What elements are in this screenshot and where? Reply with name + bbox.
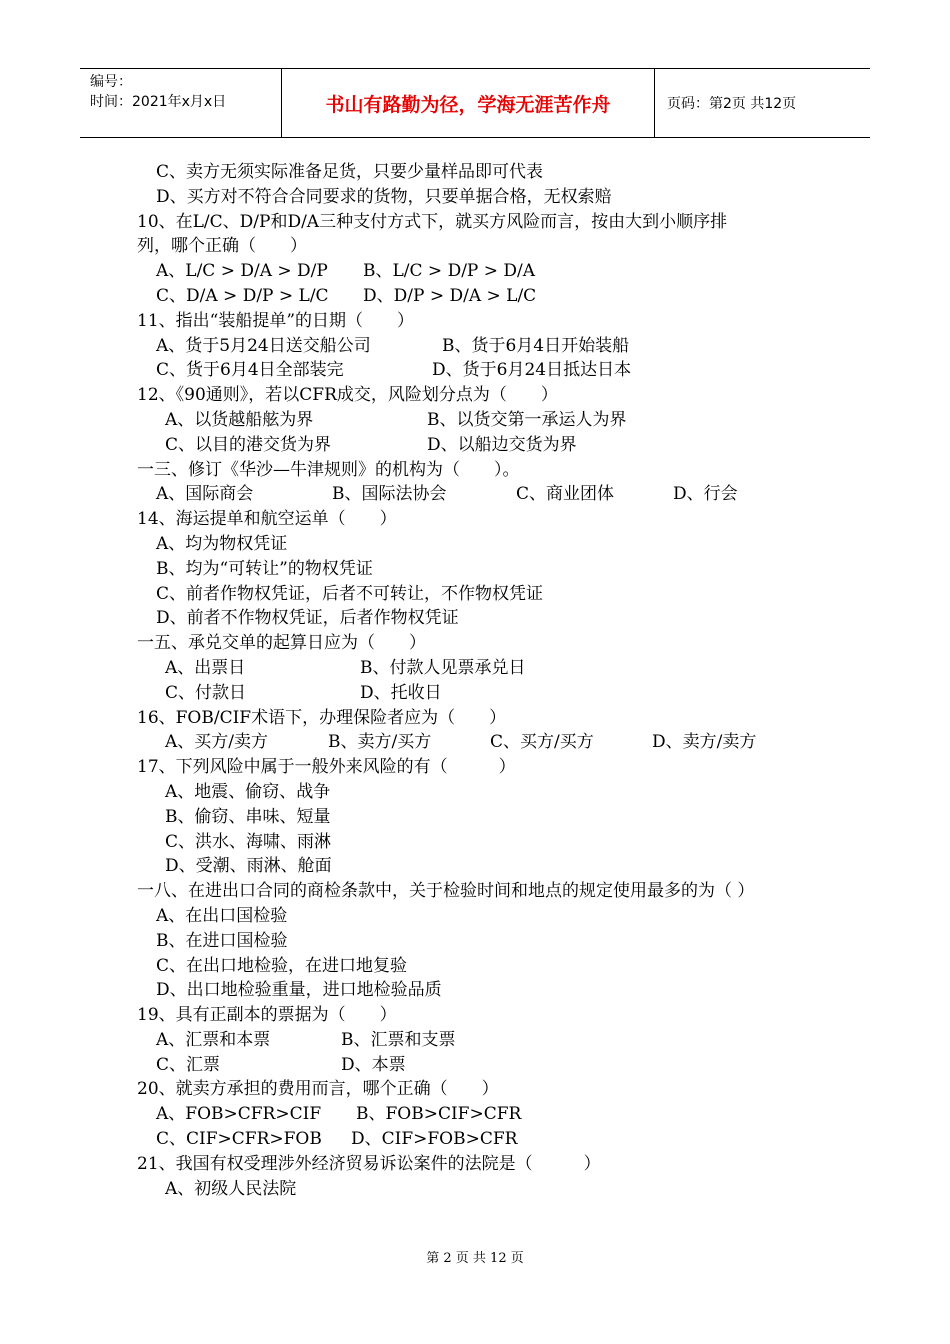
option-c: C、以目的港交货为界 [165,434,332,455]
option-a: A、在出口国检验 [156,905,288,926]
option-d: D、本票 [341,1054,406,1075]
option-row [137,730,827,755]
question-20: 20、就卖方承担的费用而言，哪个正确（ ） [137,1079,499,1100]
option-c: C、商业团体 [516,484,615,505]
question-13: 一三、修订《华沙—牛津规则》的机构为（ ）。 [137,459,520,480]
question-18: 一八、在进出口合同的商检条款中，关于检验时间和地点的规定使用最多的为（ ） [137,881,755,902]
question-17: 17、下列风险中属于一般外来风险的有（ ） [137,757,516,778]
question-11: 11、指出“装船提单”的日期（ ） [137,310,415,331]
option-row [137,681,827,706]
option-a: A、以货越船舷为界 [165,409,314,430]
option-row [137,482,827,507]
option-b: B、均为“可转让”的物权凭证 [156,558,373,579]
question-12: 12、《90通则》，若以CFR成交，风险划分点为（ ） [137,385,558,406]
option-a: A、L/C > D/A > D/P [156,261,328,282]
option-row [137,1053,827,1078]
option-b: B、卖方/买方 [328,732,432,753]
option-a: A、均为物权凭证 [156,533,288,554]
option-b: B、国际法协会 [332,484,447,505]
document-body [137,160,827,1201]
question-14: 14、海运提单和航空运单（ ） [137,509,397,530]
header-page-info: 页码：第2页 共12页 [667,96,797,112]
question-19: 19、具有正副本的票据为（ ） [137,1005,397,1026]
option-a: A、地震、偷窃、战争 [165,781,331,802]
time-label: 时间：2021年x月x日 [90,94,227,110]
option-row [137,284,827,309]
option-line: D、买方对不符合合同要求的货物，只要单据合格，无权索赔 [156,186,612,207]
option-d: D、货于6月24日抵达日本 [432,360,632,381]
option-b: B、偷窃、串味、短量 [165,806,331,827]
option-row [137,1127,827,1152]
question-16: 16、FOB/CIF术语下，办理保险者应为（ ） [137,707,507,728]
option-a: A、国际商会 [156,484,254,505]
question-10-cont: 列，哪个正确（ ） [137,236,307,257]
question-21: 21、我国有权受理涉外经济贸易诉讼案件的法院是（ ） [137,1153,601,1174]
header-meta [80,69,282,137]
option-row [137,433,827,458]
option-b: B、FOB>CIF>CFR [356,1104,522,1125]
option-c: C、汇票 [156,1054,221,1075]
page-header [80,68,870,138]
option-c: C、洪水、海啸、雨淋 [165,831,332,852]
option-c: C、D/A > D/P > L/C [156,285,329,306]
option-b: B、汇票和支票 [341,1029,456,1050]
header-motto: 书山有路勤为径，学海无涯苦作舟 [282,69,655,137]
option-c: C、在出口地检验，在进口地复验 [156,955,408,976]
option-d: D、托收日 [360,682,442,703]
option-b: B、以货交第一承运人为界 [427,409,627,430]
page-footer: 第 2 页 共 12 页 [426,1251,524,1266]
option-d: D、行会 [673,484,738,505]
option-c: C、买方/买方 [490,732,594,753]
option-c: C、CIF>CFR>FOB [156,1129,322,1150]
option-d: D、受潮、雨淋、舱面 [165,856,332,877]
option-d: D、以船边交货为界 [427,434,577,455]
option-row [137,334,827,359]
option-row [137,1102,827,1127]
option-d: D、出口地检验重量，进口地检验品质 [156,980,442,1001]
option-b: B、货于6月4日开始装船 [442,335,630,356]
option-a: A、买方/卖方 [165,732,269,753]
option-d: D、前者不作物权凭证，后者作物权凭证 [156,608,459,629]
option-b: B、L/C > D/P > D/A [363,261,536,282]
option-row [137,1028,827,1053]
option-c: C、货于6月4日全部装完 [156,360,344,381]
option-d: D、D/P > D/A > L/C [363,285,537,306]
option-row [137,656,827,681]
option-a: A、FOB>CFR>CIF [156,1104,322,1125]
option-row [137,259,827,284]
option-a: A、汇票和本票 [156,1029,271,1050]
option-d: D、卖方/卖方 [652,732,757,753]
option-c: C、前者作物权凭证，后者不可转让，不作物权凭证 [156,583,544,604]
option-a: A、初级人民法院 [165,1178,297,1199]
option-a: A、货于5月24日送交船公司 [156,335,371,356]
question-10: 10、在L/C、D/P和D/A三种支付方式下，就买方风险而言，按由大到小顺序排 [137,211,728,232]
option-line: C、卖方无须实际准备足货，只要少量样品即可代表 [156,162,544,182]
option-a: A、出票日 [165,657,246,678]
option-row [137,358,827,383]
option-row [137,408,827,433]
option-c: C、付款日 [165,682,247,703]
number-label: 编号： [90,74,132,90]
option-d: D、CIF>FOB>CFR [351,1129,518,1150]
option-b: B、付款人见票承兑日 [360,657,526,678]
question-15: 一五、承兑交单的起算日应为（ ） [137,633,426,654]
option-b: B、在进口国检验 [156,930,288,951]
